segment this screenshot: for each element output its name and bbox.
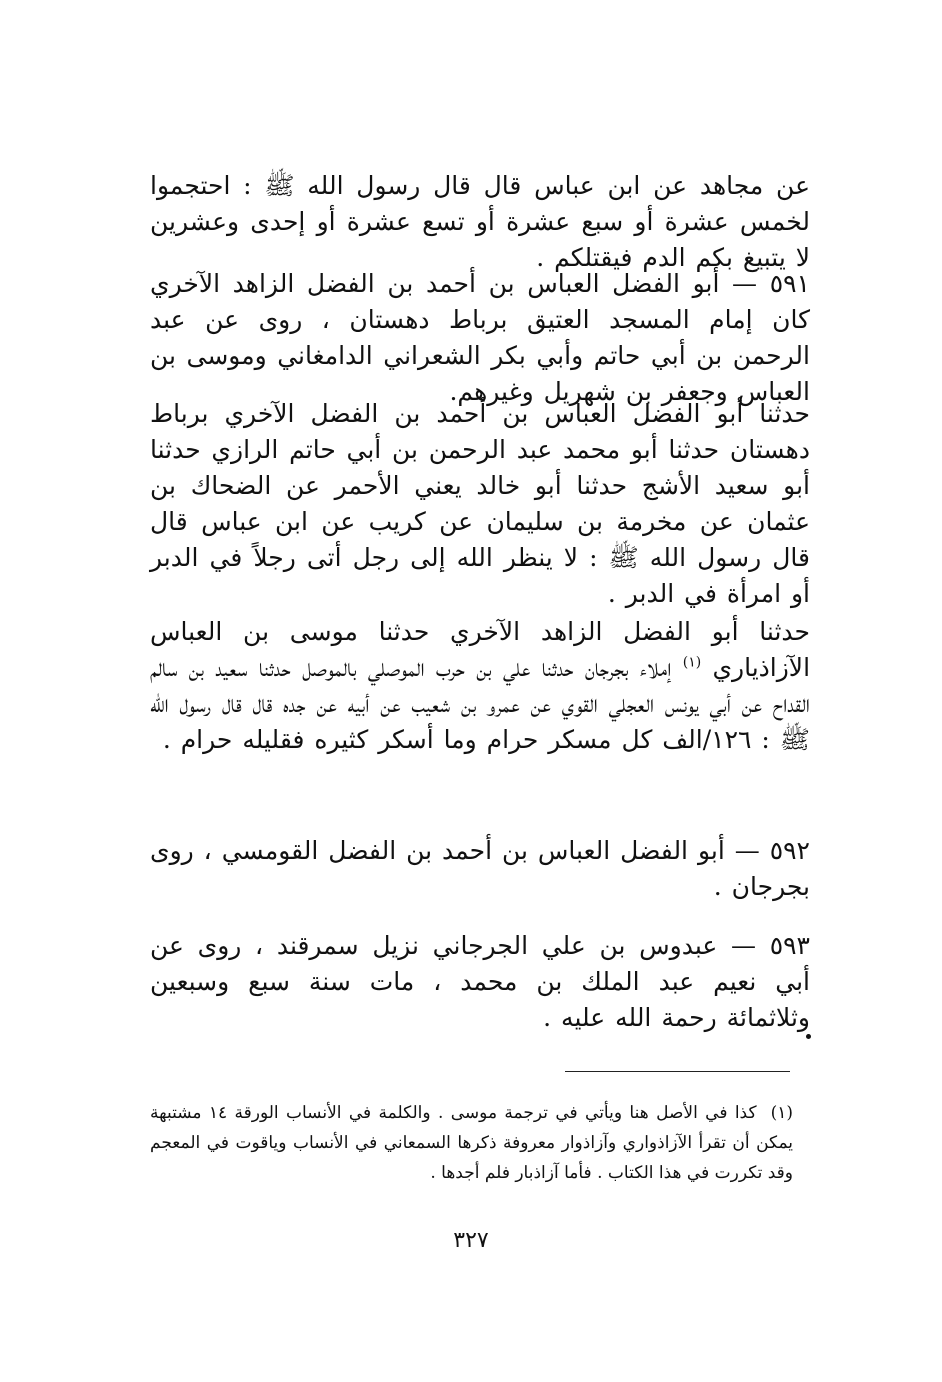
biography-entry-591: ٥٩١ — أبو الفضل العباس بن أحمد بن الفضل الزاهد الآخري كان إمام المسجد العتيق برباط دهستان ، روى عن عبد الرحمن بن أبي حاتم وأبي بكر الشعراني الدامغاني وموسى بن العباس وجعفر بن شهريل وغيرهم. [150,269,810,406]
hadith-paragraph-continued: عن مجاهد عن ابن عباس قال قال رسول الله ﷺ : احتجموا لخمس عشرة أو سبع عشرة أو تسع عشرة أو إحدى وعشرين لا يتبيغ بكم الدم فيقتلكم . [150,171,810,272]
print-dot-mark [806,1034,811,1039]
footnote [150,1098,793,1188]
paragraph-text-before-ref: حدثنا أبو الفضل الزاهد الآخري حدثنا موسى بن العباس الآزاذياري [150,617,811,682]
footnote-marker: (١) [770,1103,793,1123]
hadith-paragraph-isnad-1: حدثنا أبو الفضل العباس بن أحمد بن الفضل الآخري برباط دهستان حدثنا أبو محمد عبد الرحمن بن أبي حاتم الرازي حدثنا أبو سعيد الأشج حدثنا أبو خالد يعني الأحمر عن الضحاك بن عثمان عن مخرمة بن سليمان عن كريب عن ابن عباس قال قال رسول الله ﷺ : لا ينظر الله إلى رجل أتى رجلاً في الدبر أو امرأة في الدبر . [150,399,810,608]
page-number: ٣٢٧ [453,1228,489,1253]
footnote-reference-marker: (١) [682,654,702,671]
footnote-text: كذا في الأصل هنا ويأتي في ترجمة موسى . والكلمة في الأنساب الورقة ١٤ مشتبهة يمكن أن تقرأ الآزاذواري وآزاذوار معروفة ذكرها السمعاني في الأنساب وياقوت في المعجم وقد تكررت في هذا الكتاب . فأما آزاذبار فلم أجدها . [150,1103,793,1183]
hadith-paragraph-isnad-2 [150,614,810,758]
biography-entry-593: ٥٩٣ — عبدوس بن علي الجرجاني نزيل سمرقند ، روى عن أبي نعيم عبد الملك بن محمد ، مات سنة سبع وسبعين وثلاثمائة رحمة الله عليه . [150,931,810,1032]
biography-entry-592: ٥٩٢ — أبو الفضل العباس بن أحمد بن الفضل القومسي ، روى بجرجان . [150,836,810,901]
paragraph-text-after-ref: إملاء بجرجان حدثنا علي بن حرب الموصلي بالموصل حدثنا سعيد بن سالم القداح عن أبي يونس العجلي القوي عن عمرو بن شعيب عن أبيه عن جده قال قال رسول الله ﷺ : ١٢٦/الف كل مسكر حرام وما أسكر كثيره فقليله حرام . [150,653,810,754]
footnote-separator-rule [565,1071,790,1072]
